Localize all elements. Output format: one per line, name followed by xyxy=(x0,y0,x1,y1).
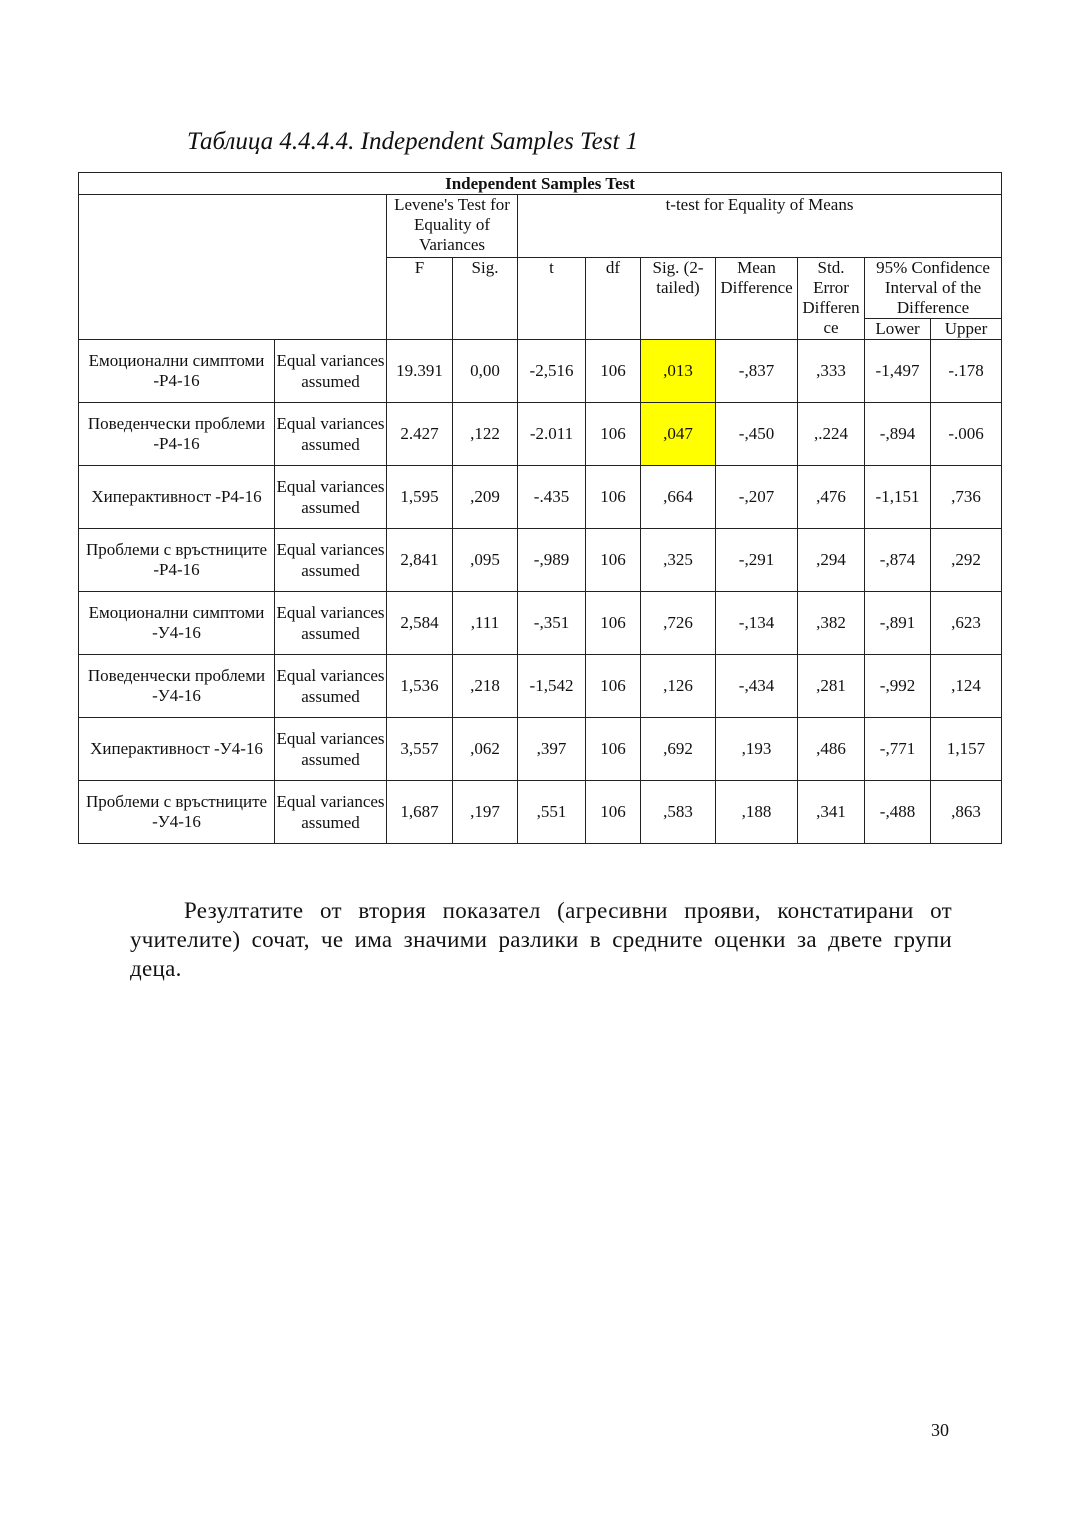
cell-std-err: ,486 xyxy=(798,718,865,781)
table-title: Independent Samples Test xyxy=(79,173,1002,195)
cell-df: 106 xyxy=(586,403,641,466)
cell-upper: ,863 xyxy=(931,781,1002,844)
cell-lower: -,488 xyxy=(865,781,931,844)
cell-lower: -,894 xyxy=(865,403,931,466)
cell-sig2: ,726 xyxy=(641,592,716,655)
col-t: t xyxy=(518,258,586,340)
independent-samples-table xyxy=(78,172,1002,844)
cell-t: -2.011 xyxy=(518,403,586,466)
cell-std-err: ,294 xyxy=(798,529,865,592)
row-label: Емоционални симптоми -Р4-16 xyxy=(79,340,275,403)
row-assumption: Equal variances assumed xyxy=(275,655,387,718)
table-row xyxy=(79,403,1002,466)
row-assumption: Equal variances assumed xyxy=(275,403,387,466)
cell-upper: 1,157 xyxy=(931,718,1002,781)
cell-lower: -,874 xyxy=(865,529,931,592)
cell-mean-diff: ,188 xyxy=(716,781,798,844)
row-label: Хиперактивност -У4-16 xyxy=(79,718,275,781)
ttest-header: t-test for Equality of Means xyxy=(518,195,1002,258)
table-row xyxy=(79,592,1002,655)
cell-mean-diff: -,837 xyxy=(716,340,798,403)
col-sig: Sig. xyxy=(453,258,518,340)
cell-df: 106 xyxy=(586,340,641,403)
cell-std-err: ,281 xyxy=(798,655,865,718)
cell-upper: ,292 xyxy=(931,529,1002,592)
row-assumption: Equal variances assumed xyxy=(275,340,387,403)
col-upper: Upper xyxy=(931,319,1002,340)
body-paragraph xyxy=(130,896,952,983)
row-assumption: Equal variances assumed xyxy=(275,466,387,529)
row-assumption: Equal variances assumed xyxy=(275,592,387,655)
levene-header: Levene's Test for Equality of Variances xyxy=(387,195,518,258)
row-label: Проблеми с връстниците -Р4-16 xyxy=(79,529,275,592)
col-df: df xyxy=(586,258,641,340)
row-assumption: Equal variances assumed xyxy=(275,529,387,592)
row-assumption: Equal variances assumed xyxy=(275,781,387,844)
cell-sig: ,122 xyxy=(453,403,518,466)
cell-sig2: ,692 xyxy=(641,718,716,781)
cell-t: -2,516 xyxy=(518,340,586,403)
cell-lower: -1,151 xyxy=(865,466,931,529)
paragraph-text: Резултатите от втория показател (агресивни прояви, констатирани от учителите) сочат, че има значими разлики в средните оценки за двете групи деца. xyxy=(130,898,952,981)
cell-sig: ,062 xyxy=(453,718,518,781)
col-ci: 95% Confidence Interval of the Difference xyxy=(865,258,1002,319)
table-row xyxy=(79,529,1002,592)
cell-f: 1,595 xyxy=(387,466,453,529)
col-mean-diff: Mean Difference xyxy=(716,258,798,340)
cell-f: 2,584 xyxy=(387,592,453,655)
col-std-err: Std. Error Differen ce xyxy=(798,258,865,340)
row-label: Поведенчески проблеми -Р4-16 xyxy=(79,403,275,466)
cell-std-err: ,341 xyxy=(798,781,865,844)
table-caption: Таблица 4.4.4.4. Independent Samples Test 1 xyxy=(187,128,639,155)
cell-sig: ,197 xyxy=(453,781,518,844)
col-f: F xyxy=(387,258,453,340)
cell-lower: -,992 xyxy=(865,655,931,718)
cell-sig2: ,664 xyxy=(641,466,716,529)
header-corner xyxy=(79,195,387,340)
cell-std-err: ,382 xyxy=(798,592,865,655)
cell-lower: -,771 xyxy=(865,718,931,781)
cell-sig2-highlighted: ,013 xyxy=(641,340,716,403)
table-row xyxy=(79,718,1002,781)
cell-sig2: ,325 xyxy=(641,529,716,592)
cell-lower: -,891 xyxy=(865,592,931,655)
cell-df: 106 xyxy=(586,529,641,592)
cell-f: 2.427 xyxy=(387,403,453,466)
cell-upper: ,736 xyxy=(931,466,1002,529)
cell-t: ,397 xyxy=(518,718,586,781)
cell-sig: ,095 xyxy=(453,529,518,592)
row-label: Емоционални симптоми -У4-16 xyxy=(79,592,275,655)
cell-upper: -.006 xyxy=(931,403,1002,466)
cell-sig2-highlighted: ,047 xyxy=(641,403,716,466)
cell-df: 106 xyxy=(586,592,641,655)
cell-mean-diff: -,450 xyxy=(716,403,798,466)
cell-std-err: ,476 xyxy=(798,466,865,529)
cell-f: 3,557 xyxy=(387,718,453,781)
cell-df: 106 xyxy=(586,781,641,844)
cell-t: -1,542 xyxy=(518,655,586,718)
cell-df: 106 xyxy=(586,718,641,781)
cell-f: 1,536 xyxy=(387,655,453,718)
row-label: Хиперактивност -Р4-16 xyxy=(79,466,275,529)
cell-df: 106 xyxy=(586,655,641,718)
row-assumption: Equal variances assumed xyxy=(275,718,387,781)
row-label: Поведенчески проблеми -У4-16 xyxy=(79,655,275,718)
cell-t: -,989 xyxy=(518,529,586,592)
cell-f: 2,841 xyxy=(387,529,453,592)
cell-upper: ,124 xyxy=(931,655,1002,718)
cell-t: -,351 xyxy=(518,592,586,655)
cell-sig: 0,00 xyxy=(453,340,518,403)
cell-sig2: ,126 xyxy=(641,655,716,718)
cell-t: ,551 xyxy=(518,781,586,844)
cell-t: -.435 xyxy=(518,466,586,529)
cell-std-err: ,.224 xyxy=(798,403,865,466)
cell-upper: -.178 xyxy=(931,340,1002,403)
cell-sig: ,218 xyxy=(453,655,518,718)
table-row xyxy=(79,340,1002,403)
cell-std-err: ,333 xyxy=(798,340,865,403)
col-lower: Lower xyxy=(865,319,931,340)
cell-upper: ,623 xyxy=(931,592,1002,655)
row-label: Проблеми с връстниците -У4-16 xyxy=(79,781,275,844)
table-row xyxy=(79,781,1002,844)
cell-sig2: ,583 xyxy=(641,781,716,844)
cell-sig: ,209 xyxy=(453,466,518,529)
cell-mean-diff: -,134 xyxy=(716,592,798,655)
cell-sig: ,111 xyxy=(453,592,518,655)
table-row xyxy=(79,655,1002,718)
cell-mean-diff: -,434 xyxy=(716,655,798,718)
table-row xyxy=(79,466,1002,529)
cell-df: 106 xyxy=(586,466,641,529)
cell-lower: -1,497 xyxy=(865,340,931,403)
cell-mean-diff: -,207 xyxy=(716,466,798,529)
page-number: 30 xyxy=(931,1420,949,1440)
cell-f: 19.391 xyxy=(387,340,453,403)
cell-mean-diff: ,193 xyxy=(716,718,798,781)
cell-mean-diff: -,291 xyxy=(716,529,798,592)
cell-f: 1,687 xyxy=(387,781,453,844)
col-sig2: Sig. (2-tailed) xyxy=(641,258,716,340)
